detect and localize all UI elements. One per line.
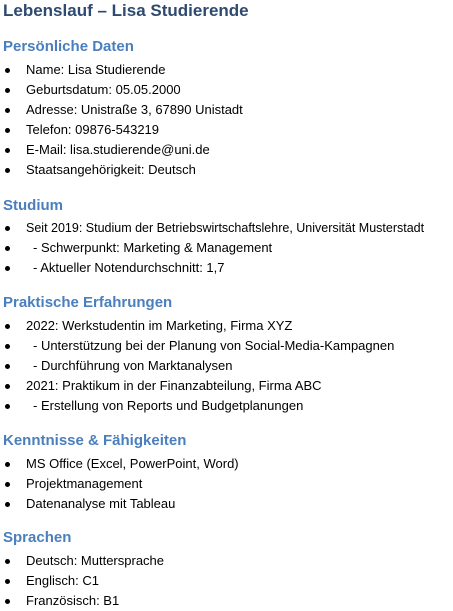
bullet-icon	[5, 148, 10, 153]
bullet-icon	[5, 502, 10, 507]
cv-page: Lebenslauf – Lisa Studierende Persönliche Daten Name: Lisa Studierende Geburtsdatum: 05.05.2000 Adresse: Unistraße 3, 67890 Unistadt Telefon: 09876-543219 E-Mail: lisa.studierende@uni.de Staatsangehörigkeit: Deutsch Studium Seit 2019: Studium der Betriebswirtschaftslehre, Universität Musterstadt - Schwerpunkt: Marketing & Management - Aktueller Notendurchschnitt: 1,7 Praktische Erfahrungen 2022: Werkstudentin im Marketing, Firma XYZ - Unterstützung bei der Planung von Social-Media-Kampagnen - Durchführung von Marktanalysen 2021: Praktikum in der Finanzabteilung, Firma ABC - Erstellung von Reports und Budgetplanungen Kenntnisse & Fähigkeiten MS Office (Excel, PowerPoint, Word) Projektmanagement Datenanalyse mit Tableau Sprachen Deutsch: Muttersprache Englisch: C1 Französisch: B1	[3, 1, 425, 608]
bullet-icon	[5, 88, 10, 93]
bullet-icon	[5, 108, 10, 113]
bullet-icon	[5, 246, 10, 251]
bullet-icon	[5, 559, 10, 564]
bullet-icon	[5, 128, 10, 133]
document-title: Lebenslauf – Lisa Studierende	[3, 1, 249, 20]
bullet-icon	[5, 226, 10, 231]
bullet-icon	[5, 168, 10, 173]
bullet-icon	[5, 599, 10, 604]
bullet-icon	[5, 482, 10, 487]
bullet-icon	[5, 579, 10, 584]
section-heading-personal: Persönliche Daten	[3, 38, 134, 55]
section-heading-skills: Kenntnisse & Fähigkeiten	[3, 432, 187, 449]
section-heading-experience: Praktische Erfahrungen	[3, 294, 173, 311]
bullet-icon	[5, 324, 10, 329]
section-heading-study: Studium	[3, 197, 63, 214]
bullet-icon	[5, 364, 10, 369]
bullet-icon	[5, 404, 10, 409]
bullet-icon	[5, 344, 10, 349]
bullet-icon	[5, 68, 10, 73]
bullet-icon	[5, 462, 10, 467]
section-heading-languages: Sprachen	[3, 529, 72, 546]
bullet-icon	[5, 384, 10, 389]
bullet-icon	[5, 266, 10, 271]
